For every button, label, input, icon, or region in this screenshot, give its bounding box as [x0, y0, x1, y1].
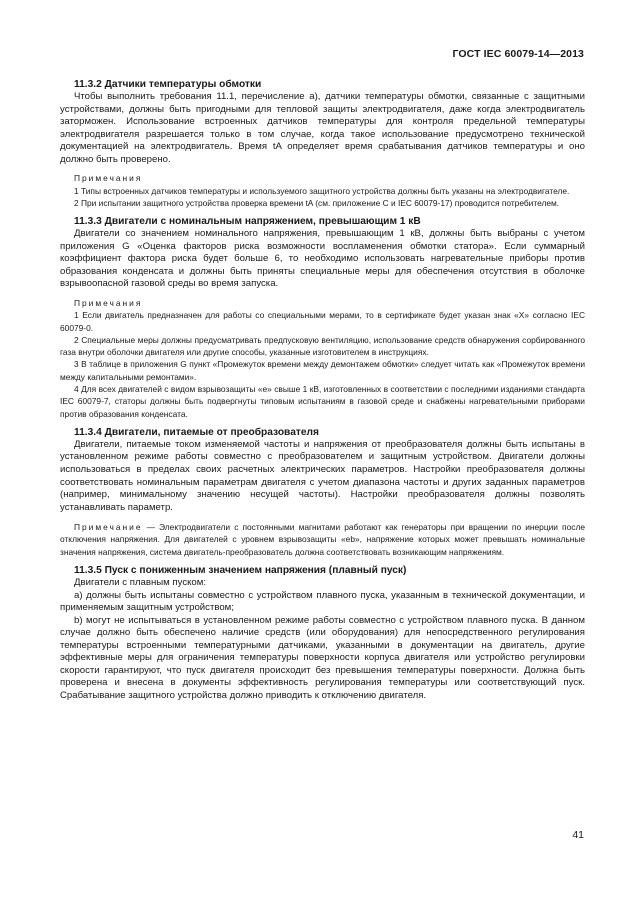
- note: 3 В таблице в приложения G пункт «Промежуток времени между демонтажем обмотки» следует читать как «Промежуток времени между капитальными ремонтами».: [60, 359, 585, 382]
- note-label: Примечание: [74, 522, 143, 533]
- section-11-3-3-paragraph: Двигатели со значением номинального напряжения, превышающим 1 кВ, должны быть выбраны с учетом приложения G «Оценка факторов риска возможности воспламенения обмотки статора». Если суммарный коэффициент фактора риска будет больше 6, то необходимо использовать нагревательные приборы против образования конденсата и должны быть приняты специальные меры для обеспечения отсутствия в оболочке взрывоопасной газовой среды во время запуска.: [60, 228, 585, 290]
- standard-header: ГОСТ IEC 60079-14—2013: [452, 48, 584, 60]
- note: 4 Для всех двигателей с видом взрывозащиты «е» свыше 1 кВ, изготовленных в соответствии с последними изданиями стандарта IEC 60079-7, статоры должны быть подвергнуты типовым испытаниям в газовой среде и снабжены нагревательными приборами против образования конденсата.: [60, 383, 585, 419]
- note: [60, 521, 585, 558]
- section-11-3-2-heading: 11.3.2 Датчики температуры обмотки: [74, 79, 262, 90]
- notes-title: Примечания: [74, 173, 143, 184]
- section-11-3-4-heading: 11.3.4 Двигатели, питаемые от преобразователя: [74, 426, 319, 438]
- section-11-3-4-paragraph: Двигатели, питаемые током изменяемой частоты и напряжения от преобразователя должны быть испытаны в установленном режиме работы совместно с преобразователем и защитным устройством. Двигатели должны использоваться в пределах своих расчетных электрических параметров. Настройки преобразователя должны соответствовать номинальным параметрам двигателя с учетом диапазона частоты и других заданных параметров (например, минимальному значению несущей частоты). Настройки преобразователя должны позволять устанавливать параметр.: [60, 438, 585, 513]
- note: 2 Специальные меры должны предусматривать предпусковую вентиляцию, использование средств обнаружения сорбированного газа внутри оболочки двигателя или другие способы, указанные изготовителем в инструкциях.: [60, 334, 585, 358]
- page-content: [60, 78, 585, 703]
- note: 1 Типы встроенных датчиков температуры и используемого защитного устройства должны быть указаны на электродвигателе.: [74, 185, 570, 196]
- note: 2 При испытании защитного устройства проверка времени tA (см. приложение С и IEC 60079-17) проводится потребителем.: [74, 197, 560, 208]
- note-text: — Электродвигатели с постоянными магнитами работают как генераторы при вращении по инерции после отключения напряжения. Для двигателей с уровнем взрывозащиты «eb», напряжение которых может превышать номинальные значения напряжения, система двигатель-преобразователь должна соответствовать возникающим напряжениям.: [60, 522, 585, 557]
- list-item-b: b) могут не испытываться в установленном режиме работы совместно с устройством плавного пуска. В данном случае должно быть обеспечено наличие средств (или оборудования) для непосредственного регулирования температуры встроенными температурными датчиками, указанными в документации на двигатель, другие эффективные меры для ограничения температуры поверхности корпуса двигателя или устройство регулировки скорости гарантируют, что пуск двигателя происходит без превышения температуры поверхности. Должна быть проверена и внесена в документы эффективность регулирования температуры или соответствующий пуск. Срабатывание защитного устройства должно приводить к отключению двигателя.: [60, 614, 585, 701]
- note: 1 Если двигатель предназначен для работы со специальными мерами, то в сертификате будет указан знак «Х» согласно IEC 60079-0.: [60, 310, 585, 333]
- list-item-a: а) должны быть испытаны совместно с устройством плавного пуска, указанным в технической документации, и применяемым защитным устройством;: [60, 589, 585, 614]
- section-11-3-3-heading: 11.3.3 Двигатели с номинальным напряжением, превышающим 1 кВ: [74, 216, 421, 228]
- section-11-3-2-paragraph: Чтобы выполнить требования 11.1, перечисление а), датчики температуры обмотки, связанные с защитными устройствами, должны быть пригодными для тепловой защиты электродвигателя, даже когда электродвигатель заторможен. Использование встроенных датчиков температуры для контроля предельной температуры электродвигателя разрешается только в том случае, когда такое использование предусмотрено технической документацией на электродвигатель. Время tA определяет время срабатывания датчиков температуры и оно должно быть проверено.: [60, 91, 585, 165]
- notes-title: Примечания: [74, 297, 143, 308]
- page-number: 41: [572, 829, 584, 841]
- section-11-3-5-heading: 11.3.5 Пуск с пониженным значением напряжения (плавный пуск): [74, 565, 407, 577]
- section-11-3-5-intro: Двигатели с плавным пуском:: [74, 577, 207, 589]
